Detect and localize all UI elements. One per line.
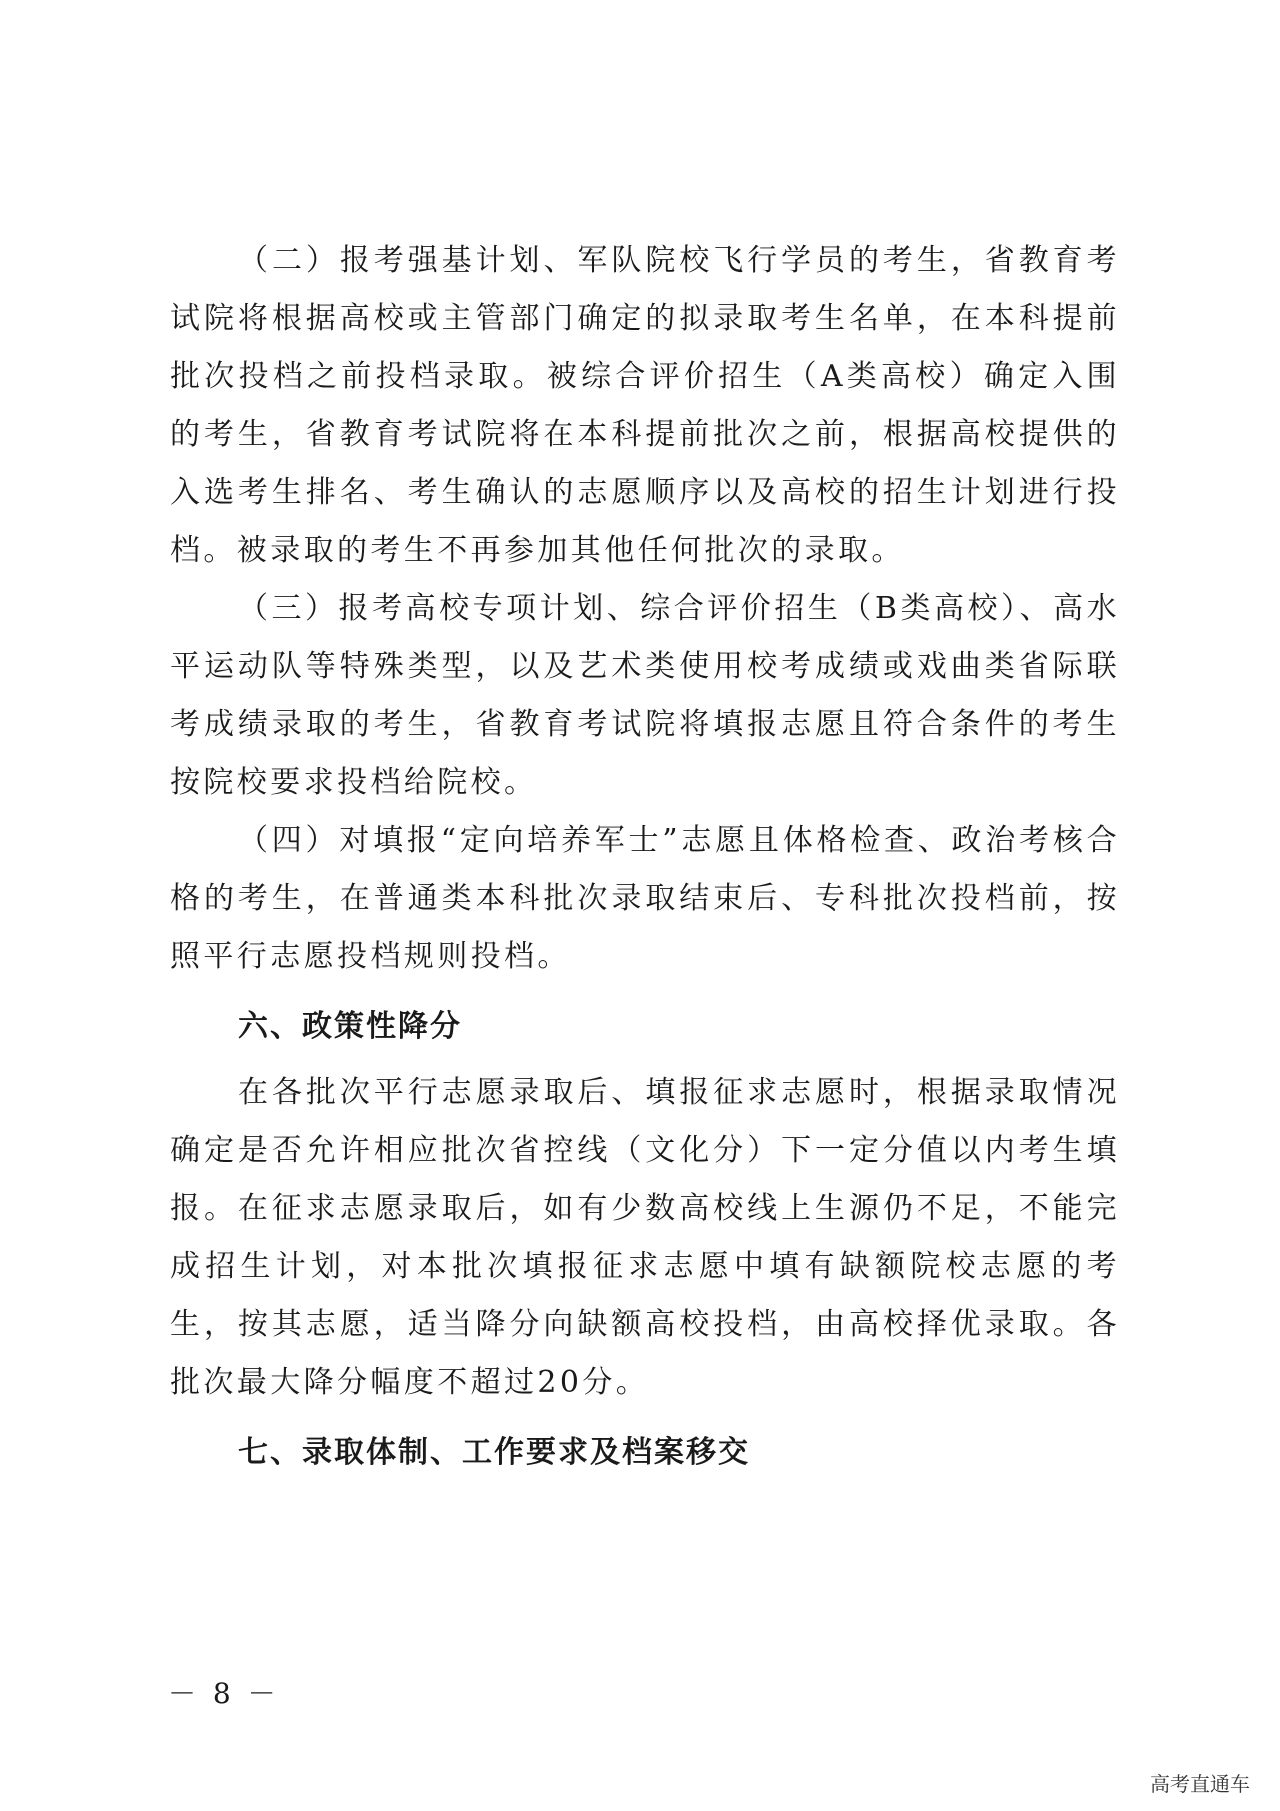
paragraph-item-4: （四）对填报“定向培养军士”志愿且体格检查、政治考核合格的考生，在普通类本科批次录取结束后、专科批次投档前，按照平行志愿投档规则投档。 xyxy=(170,823,1120,974)
paragraph-policy-score-reduction: 在各批次平行志愿录取后、填报征求志愿时，根据录取情况确定是否允许相应批次省控线（文化分）下一定分值以内考生填报。在征求志愿录取后，如有少数高校线上生源仍不足，不能完成招生计划，对本批次填报征求志愿中填有缺额院校志愿的考生，按其志愿，适当降分向缺额高校投档，由高校择优录取。各批次最大降分幅度不超过20分。 xyxy=(170,1075,1120,1400)
paragraph-item-3: （三）报考高校专项计划、综合评价招生（B类高校）、高水平运动队等特殊类型，以及艺术类使用校考成绩或戏曲类省际联考成绩录取的考生，省教育考试院将填报志愿且符合条件的考生按院校要求投档给院校。 xyxy=(170,591,1120,800)
section-heading-admission-system: 七、录取体制、工作要求及档案移交 xyxy=(238,1435,750,1470)
paragraph-item-2: （二）报考强基计划、军队院校飞行学员的考生，省教育考试院将根据高校或主管部门确定的拟录取考生名单，在本科提前批次投档之前投档录取。被综合评价招生（A类高校）确定入围的考生，省教育考试院将在本科提前批次之前，根据高校提供的入选考生排名、考生确认的志愿顺序以及高校的招生计划进行投档。被录取的考生不再参加其他任何批次的录取。 xyxy=(170,243,1120,568)
page-number: － 8 － xyxy=(168,1677,280,1710)
watermark-text: 高考直通车 xyxy=(1150,1772,1250,1796)
section-heading-policy-score-reduction: 六、政策性降分 xyxy=(238,1009,462,1044)
document-body xyxy=(170,232,1120,1490)
